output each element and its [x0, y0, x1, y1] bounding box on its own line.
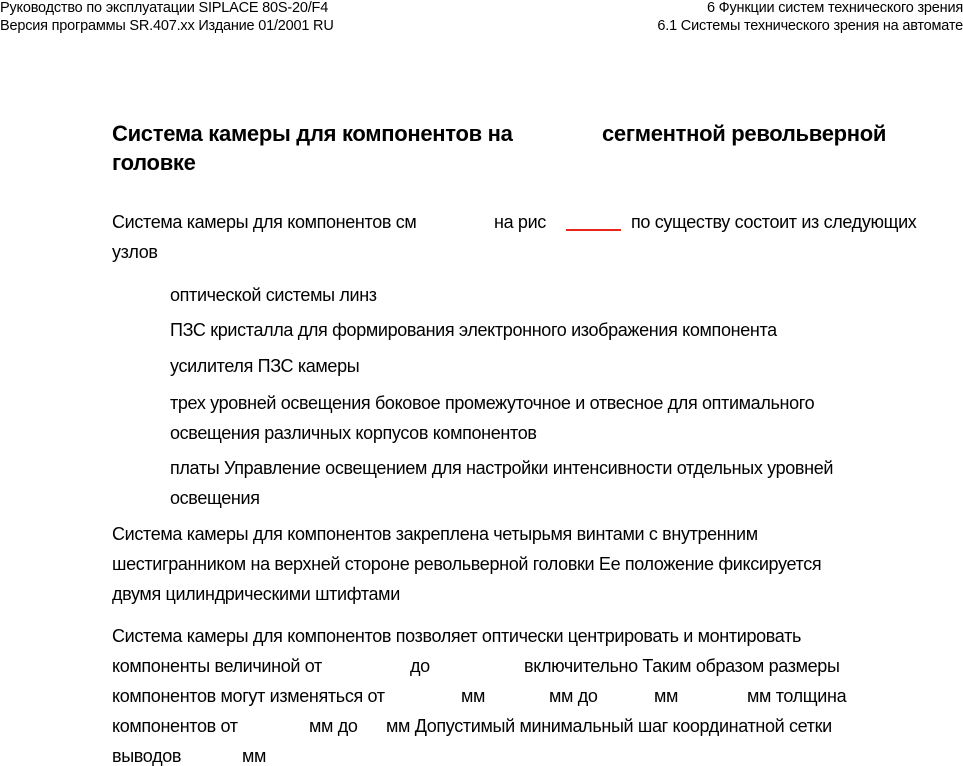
capability-line2-b: до [410, 656, 430, 676]
intro-text-part2: на рис [494, 212, 546, 232]
header-section: 6.1 Системы технического зрения на автомате [657, 18, 963, 34]
capability-line3-a: компонентов могут изменяться от [112, 686, 385, 706]
capability-paragraph-line1: Система камеры для компонентов позволяет оптически центрировать и монтировать [112, 626, 801, 646]
mounting-paragraph-line2: шестигранником на верхней стороне револьверной головки Ее положение фиксируется [112, 554, 822, 574]
header-chapter: 6 Функции систем технического зрения [706, 0, 963, 16]
capability-line2-a: компоненты величиной от [112, 656, 322, 676]
capability-line2-c: включительно Таким образом размеры [524, 656, 840, 676]
list-item-illumination-levels: трех уровней освещения боковое промежуточное и отвесное для оптимального [170, 393, 815, 413]
capability-line3-c: мм до [549, 686, 598, 706]
list-item-ccd-amplifier: усилителя ПЗС камеры [170, 356, 360, 376]
mounting-paragraph-line1: Система камеры для компонентов закреплена четырьмя винтами с внутренним [112, 524, 758, 544]
capability-line3-b: мм [461, 686, 486, 706]
figure-reference-link[interactable] [566, 214, 621, 231]
capability-line3-e: мм толщина [747, 686, 847, 706]
intro-text-line2: узлов [112, 242, 158, 262]
intro-text-part1: Система камеры для компонентов см [112, 212, 417, 232]
mounting-paragraph-line3: двумя цилиндрическими штифтами [112, 584, 400, 604]
list-item-ccd-crystal: ПЗС кристалла для формирования электронного изображения компонента [170, 320, 777, 340]
section-title-part2: сегментной револьверной [602, 121, 887, 146]
capability-line3-d: мм [654, 686, 679, 706]
capability-line5-b: мм [242, 746, 267, 766]
section-title-part1: Система камеры для компонентов на [112, 121, 513, 146]
list-item-lighting-control-board-cont: освещения [170, 488, 260, 508]
capability-line4-a: компонентов от [112, 716, 238, 736]
section-title-line2: головке [112, 150, 196, 175]
header-manual-title: Руководство по эксплуатации SIPLACE 80S-20/F4 [0, 0, 329, 16]
capability-line4-c: мм Допустимый минимальный шаг координатной сетки [386, 716, 832, 736]
list-item-lighting-control-board: платы Управление освещением для настройки интенсивности отдельных уровней [170, 458, 834, 478]
capability-line5-a: выводов [112, 746, 182, 766]
header-version-edition: Версия программы SR.407.xx Издание 01/2001 RU [0, 18, 334, 34]
intro-text-part3: по существу состоит из следующих [631, 212, 917, 232]
list-item-illumination-levels-cont: освещения различных корпусов компонентов [170, 423, 537, 443]
capability-line4-b: мм до [309, 716, 358, 736]
list-item-lens-system: оптической системы линз [170, 285, 377, 305]
